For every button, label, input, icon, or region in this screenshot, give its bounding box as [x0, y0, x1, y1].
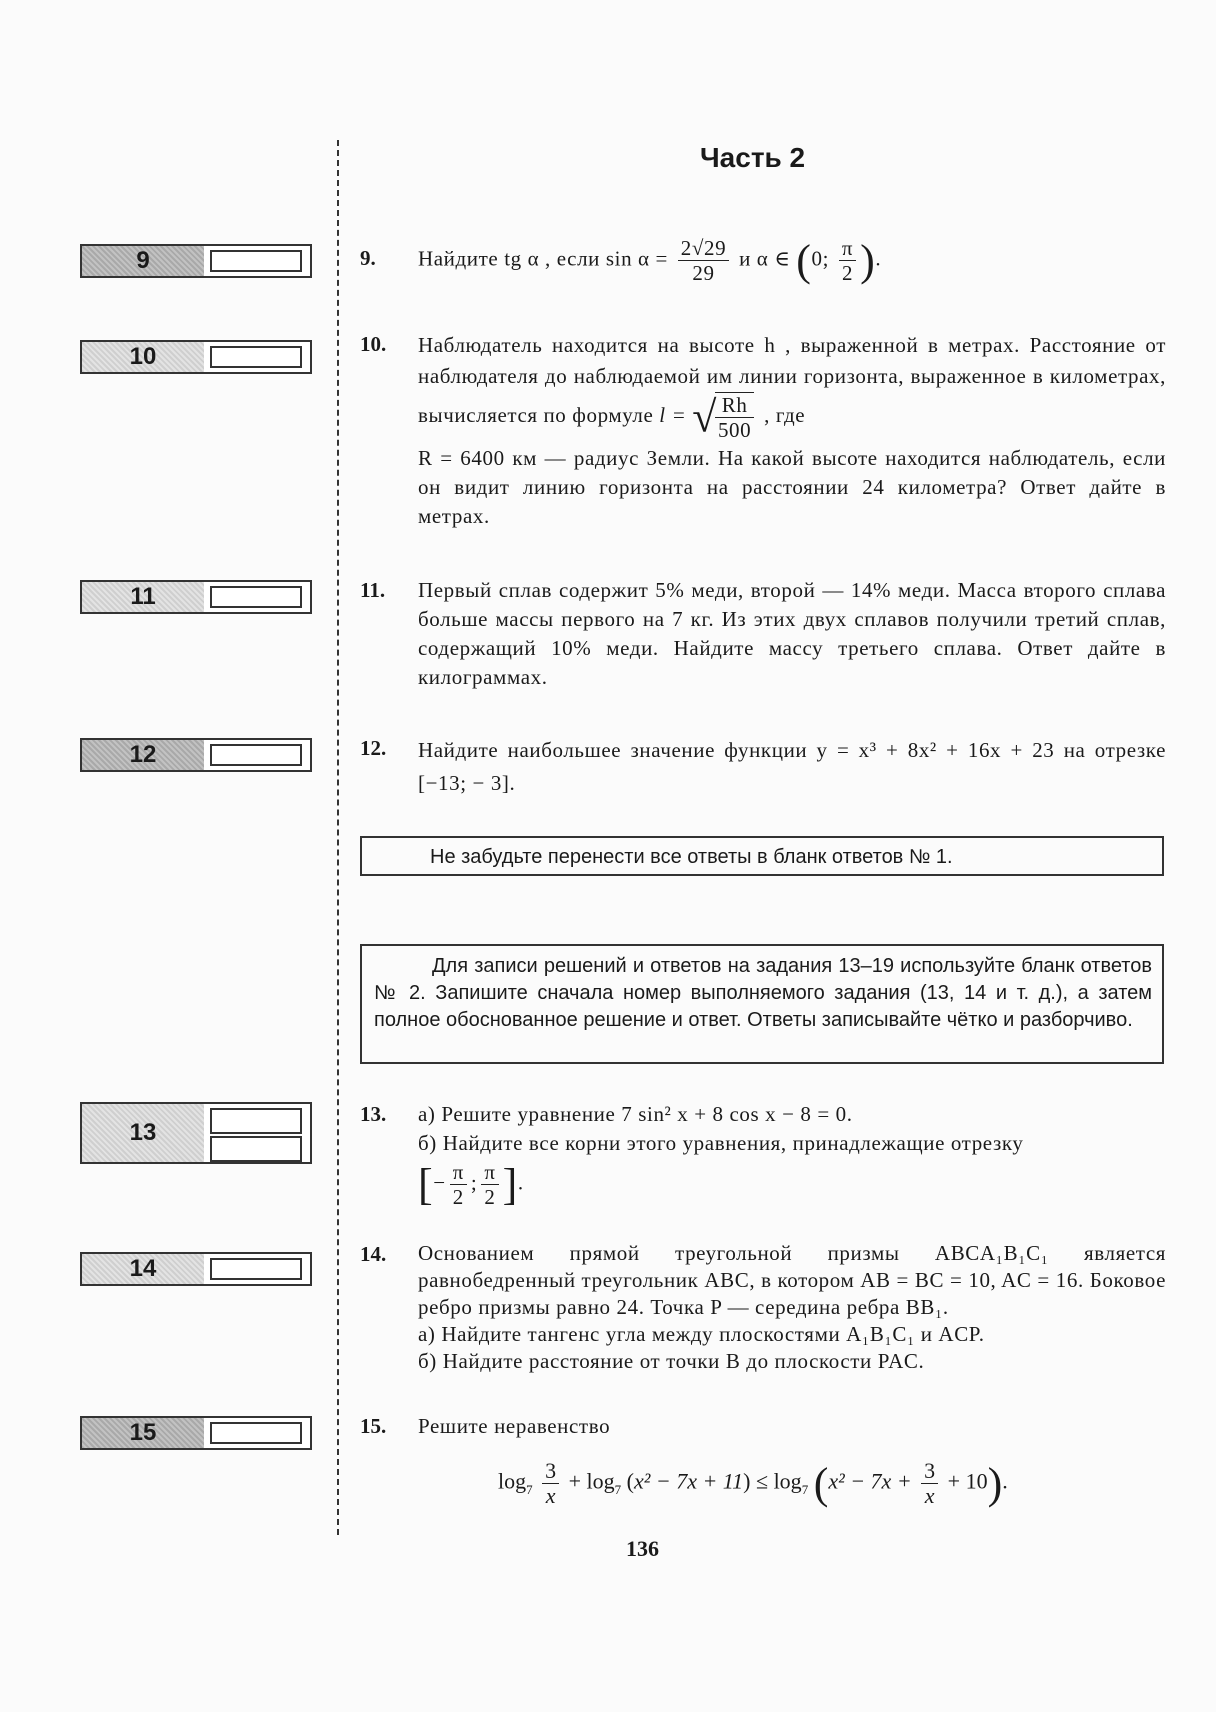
answer-box-number: 12 — [82, 740, 204, 770]
answer-box-14 — [80, 1252, 312, 1286]
task-13 — [360, 1100, 1166, 1209]
answer-cell-b[interactable] — [210, 1136, 302, 1162]
task-number: 15. — [360, 1414, 387, 1438]
answer-cell[interactable] — [210, 744, 302, 766]
task-number: 14. — [360, 1242, 387, 1266]
task-10: 10. Наблюдатель находится на высоте h , выраженной в метрах. Расстояние от наблюдателя до наблюдаемой им линии горизонта, выраженное в километрах, вычисляется по формуле l = √ $\frac{Rh}{500}$ , где R = 6400 км — радиус Земли. На какой высоте находится наблюдатель, если он видит линию горизонта на расстоянии 24 километра? Ответ дайте в метрах. — [360, 332, 1166, 528]
task-text: R = 6400 км — радиус Земли. На какой высоте находится наблюдатель, если он видит линию горизонта на расстоянии 24 километра? Ответ дайте в метрах. — [418, 446, 1166, 528]
task-number: 10. — [360, 332, 387, 356]
answer-box-number: 11 — [82, 582, 204, 612]
answer-box-number: 14 — [82, 1254, 204, 1284]
task-12 — [360, 734, 1166, 800]
answer-box-number: 15 — [82, 1418, 204, 1448]
cut-line — [337, 140, 339, 1535]
answer-box-number: 9 — [82, 246, 204, 276]
answer-box-number: 10 — [82, 342, 204, 372]
inequality: $\log_7$ $\frac{3}{x}$ + $\log_7 (x^2 - 7x + 11) \le \log_7 (x^2 - 7x$ + $\frac{3}{x}$ + 10). — [498, 1458, 1008, 1508]
answer-cell[interactable] — [210, 586, 302, 608]
answer-box-11 — [80, 580, 312, 614]
interval: [− $\frac{\pi}{2}$ ; $\frac{\pi}{2}$ ]. — [418, 1160, 524, 1209]
task-number: 12. — [360, 736, 387, 760]
task-text: Решите неравенство — [418, 1414, 611, 1438]
fraction: $\frac{2√29}{29}$ — [678, 236, 729, 285]
task-9: 9. Найдите tg α , если sin α = $\frac{2√29}{29}$ и α ∈ (0; $\frac{\pi}{2}$ ). — [360, 236, 882, 285]
task-number: 13. — [360, 1102, 387, 1126]
task-text: Найдите tg α , если sin α = — [418, 246, 668, 271]
answer-box-15 — [80, 1416, 312, 1450]
task-text: Первый сплав содержит 5% меди, второй — 14% меди. Масса второго сплава больше массы первого на 7 кг. Из этих двух сплавов получили третий сплав, содержащий 10% меди. Найдите массу третьего сплава. Ответ дайте в килограммах. — [418, 578, 1166, 689]
task-14 — [360, 1240, 1166, 1375]
square-root: √ $\frac{Rh}{500}$ — [692, 392, 758, 442]
task-number: 11. — [360, 578, 386, 602]
task-text: Наблюдатель находится на высоте h , выраженной в метрах. Расстояние от наблюдателя до наблюдаемой им линии горизонта, выраженное в километрах, вычисляется по формуле — [418, 333, 1166, 427]
answer-cell[interactable] — [210, 250, 302, 272]
answer-cell[interactable] — [210, 346, 302, 368]
task-part-a: а) Решите уравнение 7 sin² x + 8 cos x − 8 = 0. — [418, 1102, 853, 1126]
answer-box-number: 13 — [82, 1104, 204, 1162]
answer-box-10 — [80, 340, 312, 374]
answer-cell-a[interactable] — [210, 1108, 302, 1134]
answer-cell[interactable] — [210, 1422, 302, 1444]
page-number: 136 — [626, 1536, 659, 1561]
answer-box-12 — [80, 738, 312, 772]
answer-cell[interactable] — [210, 1258, 302, 1280]
reminder-box: Не забудьте перенести все ответы в бланк ответов № 1. — [360, 836, 1164, 876]
task-part-b: б) Найдите расстояние от точки B до плоскости PAC. — [418, 1349, 925, 1373]
fraction: $\frac{\pi}{2}$ — [839, 236, 856, 285]
task-number: 9. — [360, 246, 376, 270]
task-part-b: б) Найдите все корни этого уравнения, принадлежащие отрезку — [418, 1131, 1024, 1155]
instructions-box: Для записи решений и ответов на задания 13–19 используйте бланк ответов № 2. Запишите сначала номер выполняемого задания (13, 14 и т. д.), а затем полное обоснованное решение и ответ. Ответы записывайте чётко и разборчиво. — [360, 944, 1164, 1064]
answer-box-13 — [80, 1102, 312, 1164]
task-part-a: а) Найдите тангенс угла между плоскостями A₁B₁C₁ и ACP. — [418, 1322, 985, 1346]
section-title: Часть 2 — [700, 142, 806, 173]
answer-box-9 — [80, 244, 312, 278]
task-15 — [360, 1412, 1166, 1441]
task-text: Основанием прямой треугольной призмы ABCA₁B₁C₁ является равнобедренный треугольник ABC, в котором AB = BC = 10, AC = 16. Боковое ребро призмы равно 24. Точка P — середина ребра BB₁. — [418, 1241, 1166, 1319]
task-11 — [360, 576, 1166, 692]
task-text: Найдите наибольшее значение функции y = x³ + 8x² + 16x + 23 на отрезке [−13; − 3]. — [418, 738, 1166, 795]
